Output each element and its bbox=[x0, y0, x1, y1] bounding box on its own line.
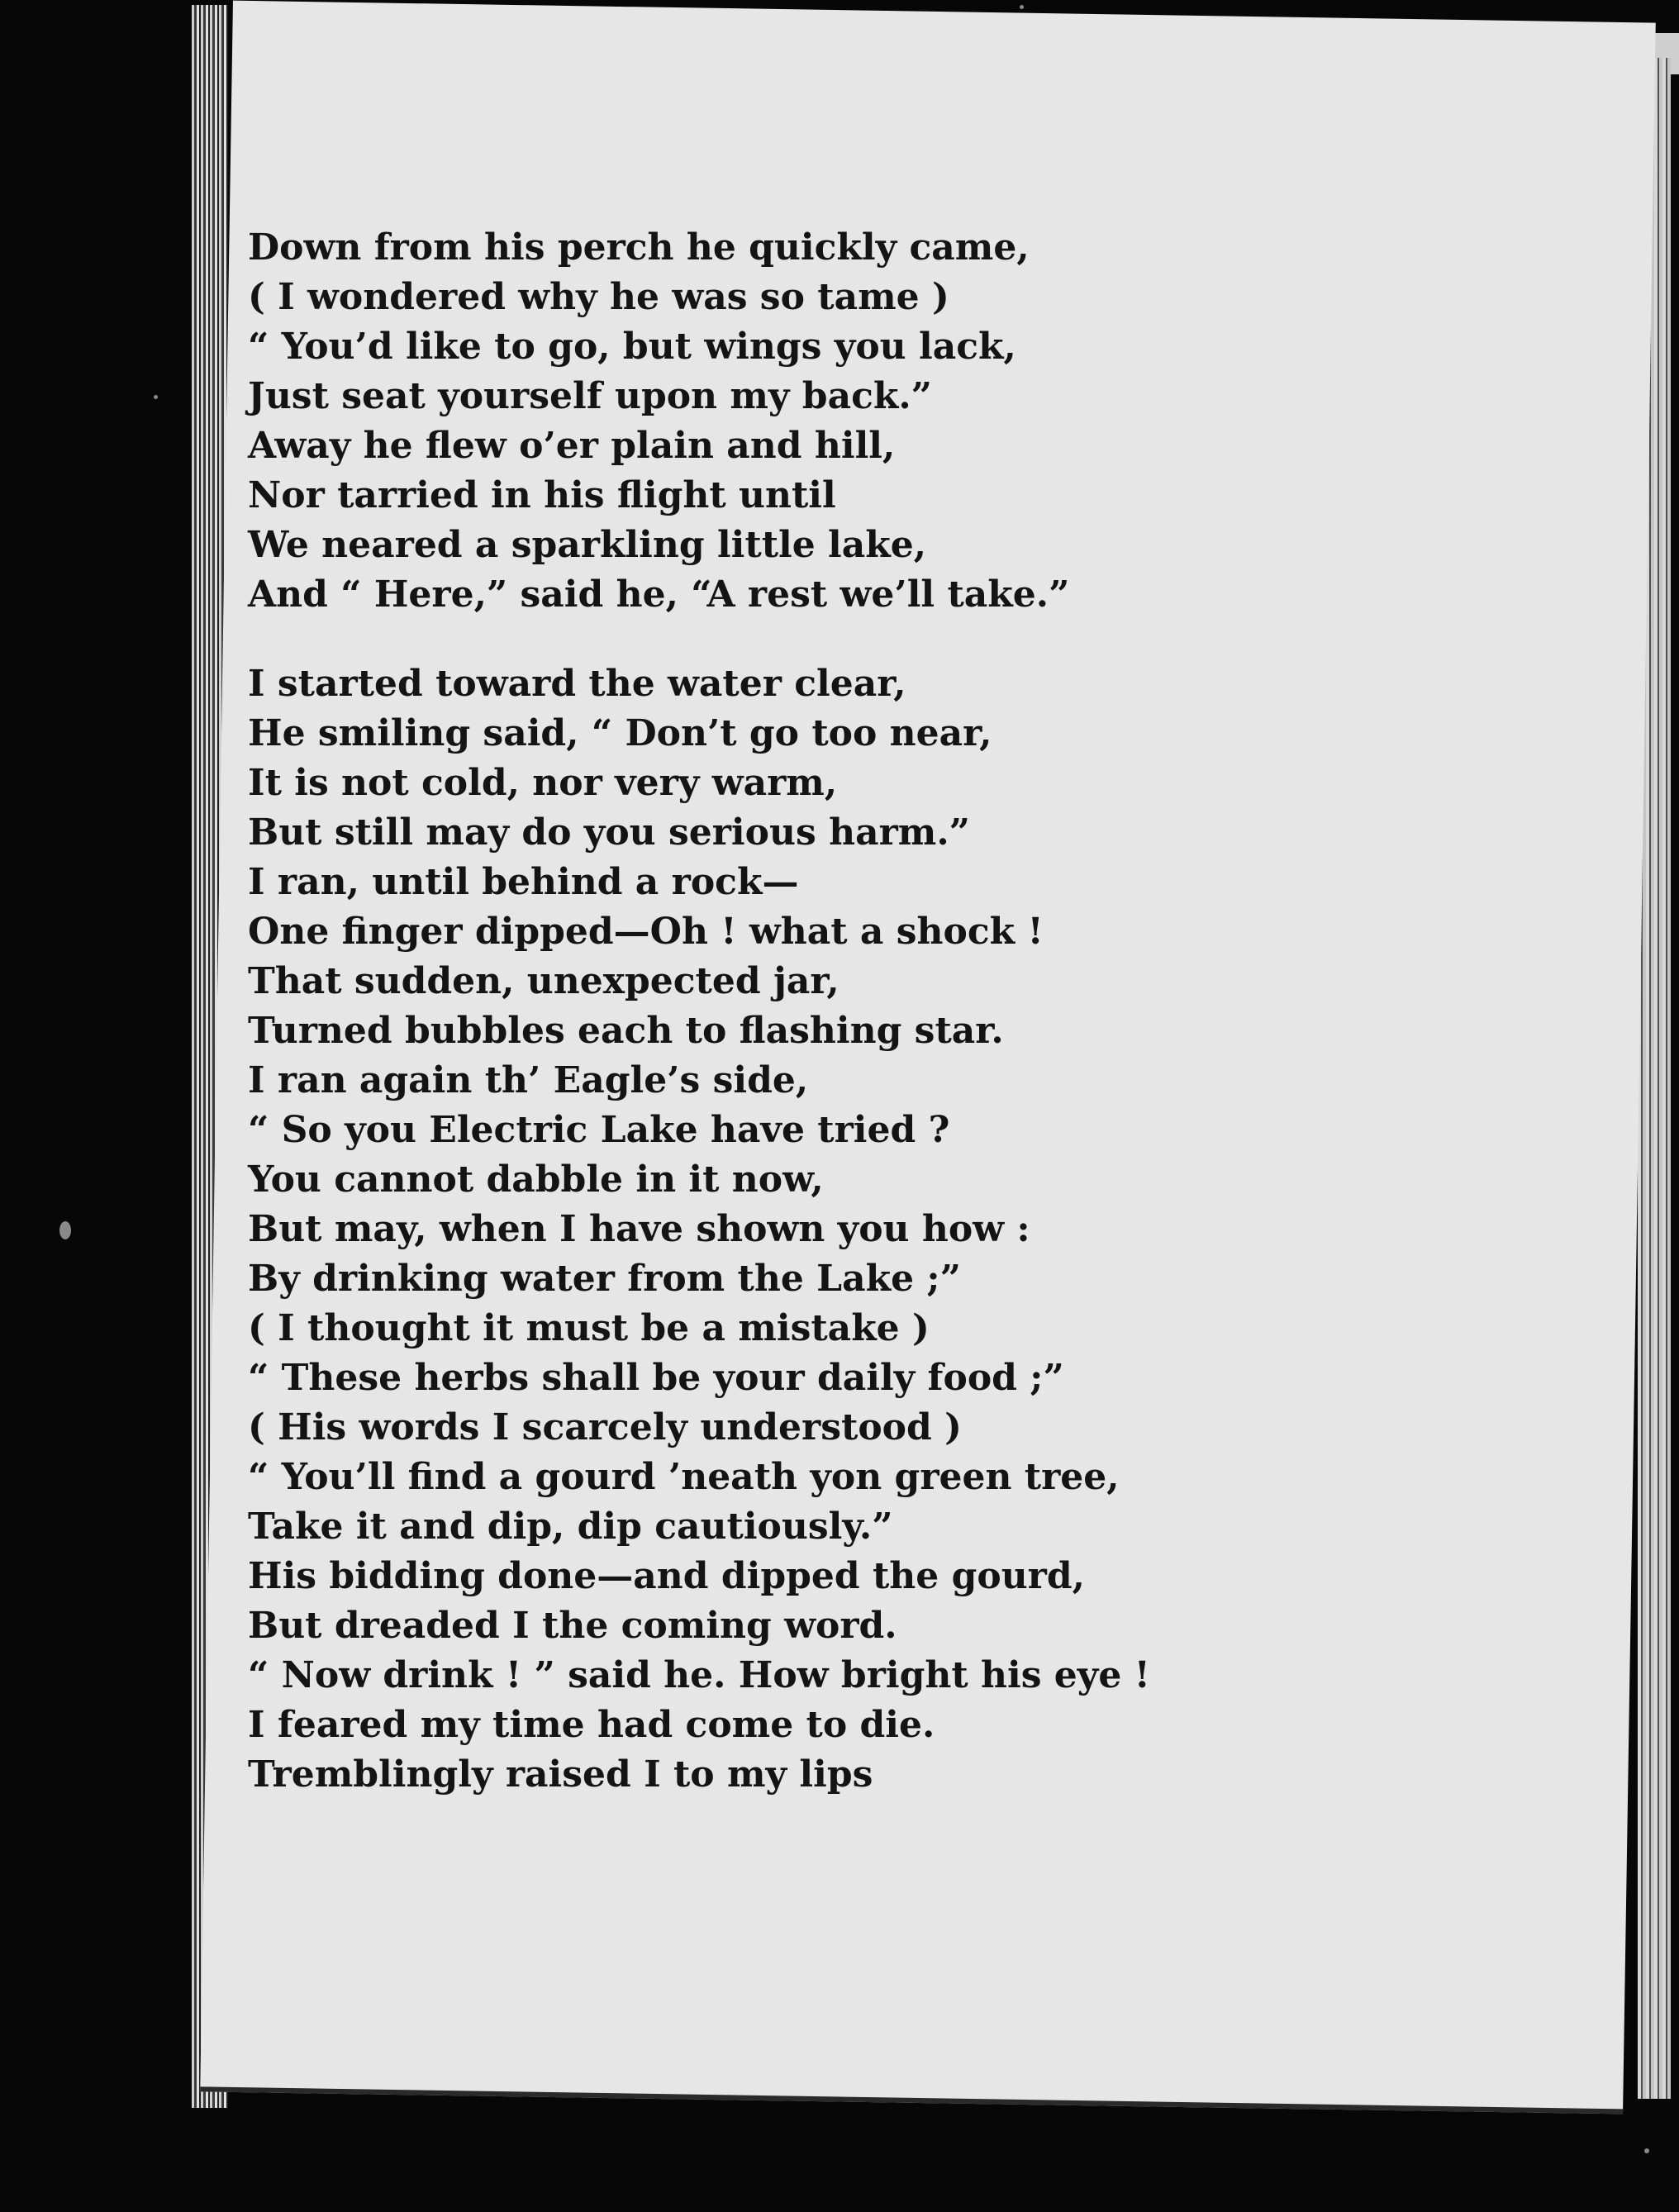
poem-line: One finger dipped—Oh ! what a shock ! bbox=[248, 911, 1044, 953]
poem-line: “ Now drink ! ” said he. How bright his eye ! bbox=[248, 1654, 1150, 1696]
poem-text bbox=[248, 223, 1388, 1800]
poem-line: Nor tarried in his flight until bbox=[248, 474, 836, 516]
poem-line: He smiling said, “ Don’t go too near, bbox=[248, 712, 992, 754]
poem-line: I feared my time had come to die. bbox=[248, 1704, 935, 1746]
poem-line: That sudden, unexpected jar, bbox=[248, 960, 840, 1002]
poem-line: Tremblingly raised I to my lips bbox=[248, 1753, 873, 1796]
poem-line: “ You’d like to go, but wings you lack, bbox=[248, 326, 1016, 368]
poem-line: “ You’ll find a gourd ’neath yon green tree, bbox=[248, 1456, 1120, 1498]
stanza-break bbox=[248, 620, 1388, 659]
poem-line: It is not cold, nor very warm, bbox=[248, 762, 838, 804]
poem-line: Just seat yourself upon my back.” bbox=[248, 375, 932, 417]
poem-line: Away he flew o’er plain and hill, bbox=[248, 425, 896, 467]
poem-line: But may, when I have shown you how : bbox=[248, 1208, 1030, 1250]
poem-line: ( I wondered why he was so tame ) bbox=[248, 276, 949, 318]
poem-line: We neared a sparkling little lake, bbox=[248, 524, 927, 566]
scan-speck bbox=[154, 395, 158, 399]
poem-line: But still may do you serious harm.” bbox=[248, 811, 970, 854]
poem-line: But dreaded I the coming word. bbox=[248, 1605, 897, 1647]
poem-line: Turned bubbles each to flashing star. bbox=[248, 1010, 1004, 1052]
poem-line: Down from his perch he quickly came, bbox=[248, 226, 1030, 269]
scan-speck bbox=[59, 1221, 71, 1239]
poem-line: And “ Here,” said he, “A rest we’ll take.” bbox=[248, 573, 1070, 616]
poem-line: Take it and dip, dip cautiously.” bbox=[248, 1506, 893, 1548]
poem-line: You cannot dabble in it now, bbox=[248, 1158, 824, 1201]
poem-line: ( His words I scarcely understood ) bbox=[248, 1406, 962, 1449]
poem-line: His bidding done—and dipped the gourd, bbox=[248, 1555, 1085, 1597]
scan-speck bbox=[1020, 5, 1024, 9]
poem-line: I ran again th’ Eagle’s side, bbox=[248, 1059, 809, 1101]
poem-line: I started toward the water clear, bbox=[248, 663, 906, 705]
poem-line: “ These herbs shall be your daily food ;” bbox=[248, 1357, 1064, 1399]
poem-line: “ So you Electric Lake have tried ? bbox=[248, 1109, 950, 1151]
poem-line: By drinking water from the Lake ;” bbox=[248, 1258, 961, 1300]
scan-speck bbox=[1644, 2148, 1649, 2153]
poem-line: ( I thought it must be a mistake ) bbox=[248, 1307, 930, 1349]
poem-line: I ran, until behind a rock— bbox=[248, 861, 799, 903]
